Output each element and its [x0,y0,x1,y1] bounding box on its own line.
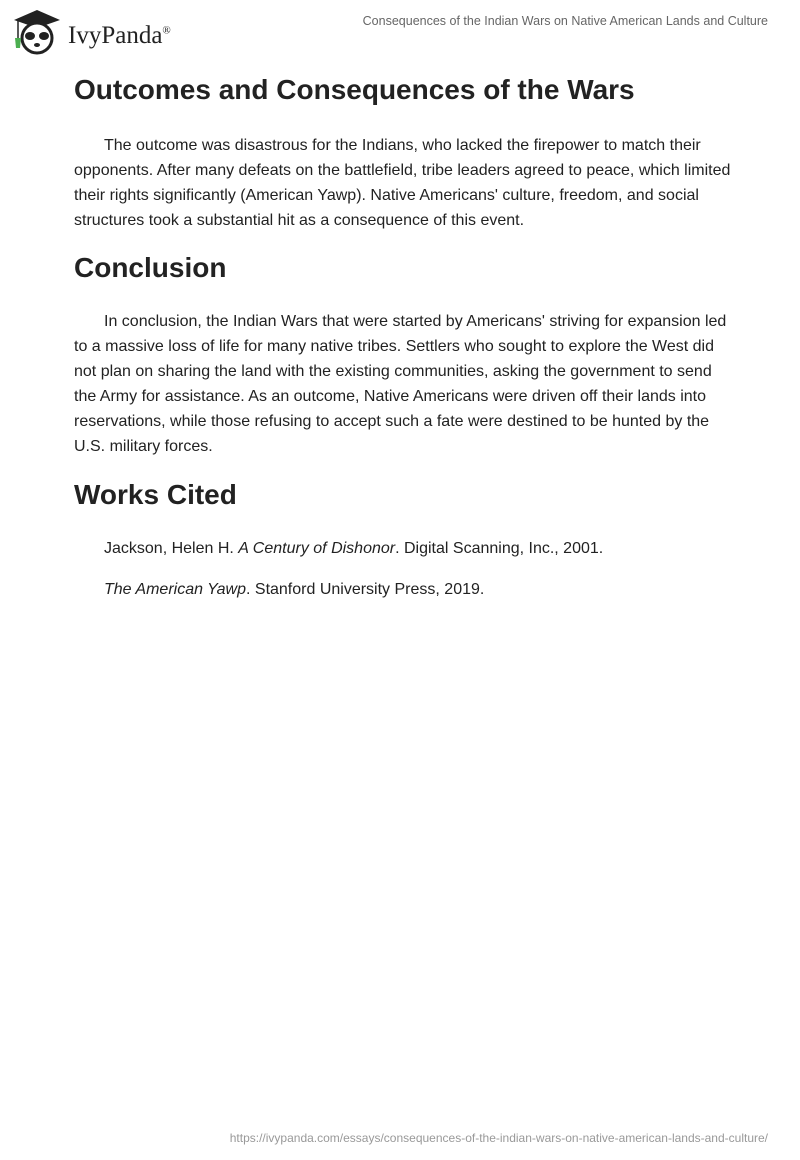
citation-item: Jackson, Helen H. A Century of Dishonor. Digital Scanning, Inc., 2001. [104,540,604,557]
ivypanda-logo[interactable] [12,8,171,56]
outcomes-paragraph: The outcome was disastrous for the Indians, who lacked the firepower to match their opponents. After many defeats on the battlefield, tribe leaders agreed to peace, which limited their rights significantly (American Yawp). Native Americans' culture, freedom, and social structures took a substantial hit as a consequence of this event. [74,137,731,229]
source-url-link[interactable]: https://ivypanda.com/essays/consequences-of-the-indian-wars-on-native-american-lands-and-culture/ [229,1131,768,1145]
section-heading-works-cited: Works Cited [74,479,237,510]
panda-graduate-icon [12,8,62,56]
section-heading-conclusion: Conclusion [74,252,227,283]
citation-item: The American Yawp. Stanford University Press, 2019. [104,581,485,598]
section-heading-outcomes: Outcomes and Consequences of the Wars [74,74,635,105]
logo-text: IvyPanda® [68,22,171,49]
conclusion-paragraph: In conclusion, the Indian Wars that were started by Americans' striving for expansion led to a massive loss of life for many native tribes. Settlers who sought to explore the West did not plan on sharing the land with the existing communities, asking the government to send the Army for assistance. As an outcome, Native Americans were driven off their lands into reservations, while those refusing to accept such a fate were destined to be hunted by the U.S. military forces. [74,313,727,455]
document-title: Consequences of the Indian Wars on Native American Lands and Culture [362,14,768,28]
